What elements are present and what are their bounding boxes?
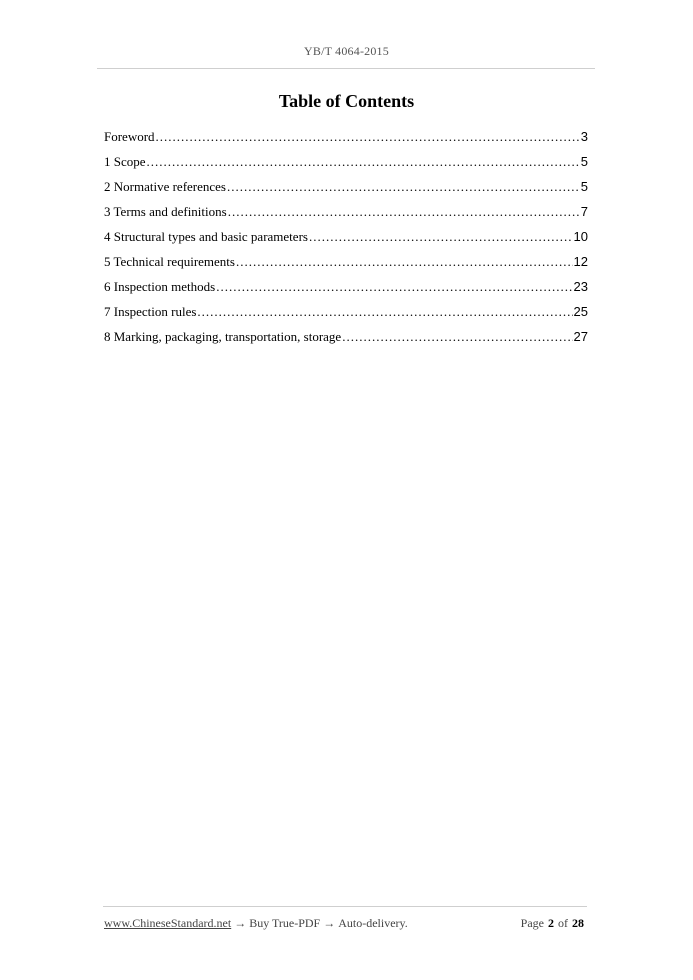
toc-leader-dots [197,301,572,323]
toc-leader-dots [216,276,572,298]
total-pages-number: 28 [572,916,584,930]
toc-leader-dots [147,151,580,173]
toc-leader-dots [227,176,580,198]
toc-entry-page: 25 [573,304,588,319]
toc-title: Table of Contents [278,91,415,111]
buy-true-pdf-text: Buy True-PDF [249,916,321,930]
toc-entry-foreword[interactable] [104,126,588,151]
toc-entry-label: 4 Structural types and basic parameters [104,229,308,244]
toc-entry-label: Foreword [104,129,155,144]
toc-entry-marking-packaging[interactable] [104,326,588,351]
right-arrow-icon: → [234,916,247,930]
footer-divider [103,906,587,907]
site-link[interactable]: www.ChineseStandard.net [104,916,232,930]
footer-promo [104,916,408,931]
toc-entry-normative-references[interactable] [104,176,588,201]
toc-entry-technical-requirements[interactable] [104,251,588,276]
toc-entry-label: 8 Marking, packaging, transportation, storage [104,329,342,344]
toc-entry-label: 7 Inspection rules [104,304,197,319]
toc-entry-structural-types[interactable] [104,226,588,251]
toc-entry-label: 3 Terms and definitions [104,204,227,219]
toc-entry-page: 7 [580,204,588,219]
toc-entry-label: 6 Inspection methods [104,279,216,294]
right-arrow-icon: → [323,916,336,930]
page-word: Page [520,916,544,930]
toc-entry-label: 2 Normative references [104,179,226,194]
toc-leader-dots [156,126,580,148]
toc-leader-dots [236,251,573,273]
toc-leader-dots [309,226,573,248]
toc-entry-page: 27 [573,329,588,344]
toc-list [104,126,588,351]
toc-entry-scope[interactable] [104,151,588,176]
toc-entry-terms-definitions[interactable] [104,201,588,226]
toc-entry-page: 10 [573,229,588,244]
toc-entry-page: 23 [573,279,588,294]
toc-entry-page: 5 [580,179,588,194]
of-word: of [558,916,568,930]
page-footer [104,916,588,931]
current-page-number: 2 [548,916,554,930]
toc-leader-dots [342,326,572,348]
toc-entry-inspection-methods[interactable] [104,276,588,301]
toc-entry-inspection-rules[interactable] [104,301,588,326]
toc-entry-page: 5 [580,154,588,169]
document-code-header: YB/T 4064-2015 [304,44,389,58]
toc-entry-label: 1 Scope [104,154,146,169]
auto-delivery-text: Auto-delivery. [338,916,408,930]
header-divider [97,68,595,69]
toc-entry-page: 3 [580,129,588,144]
toc-entry-page: 12 [573,254,588,269]
toc-entry-label: 5 Technical requirements [104,254,235,269]
page-indicator [521,916,588,931]
toc-leader-dots [228,201,580,223]
